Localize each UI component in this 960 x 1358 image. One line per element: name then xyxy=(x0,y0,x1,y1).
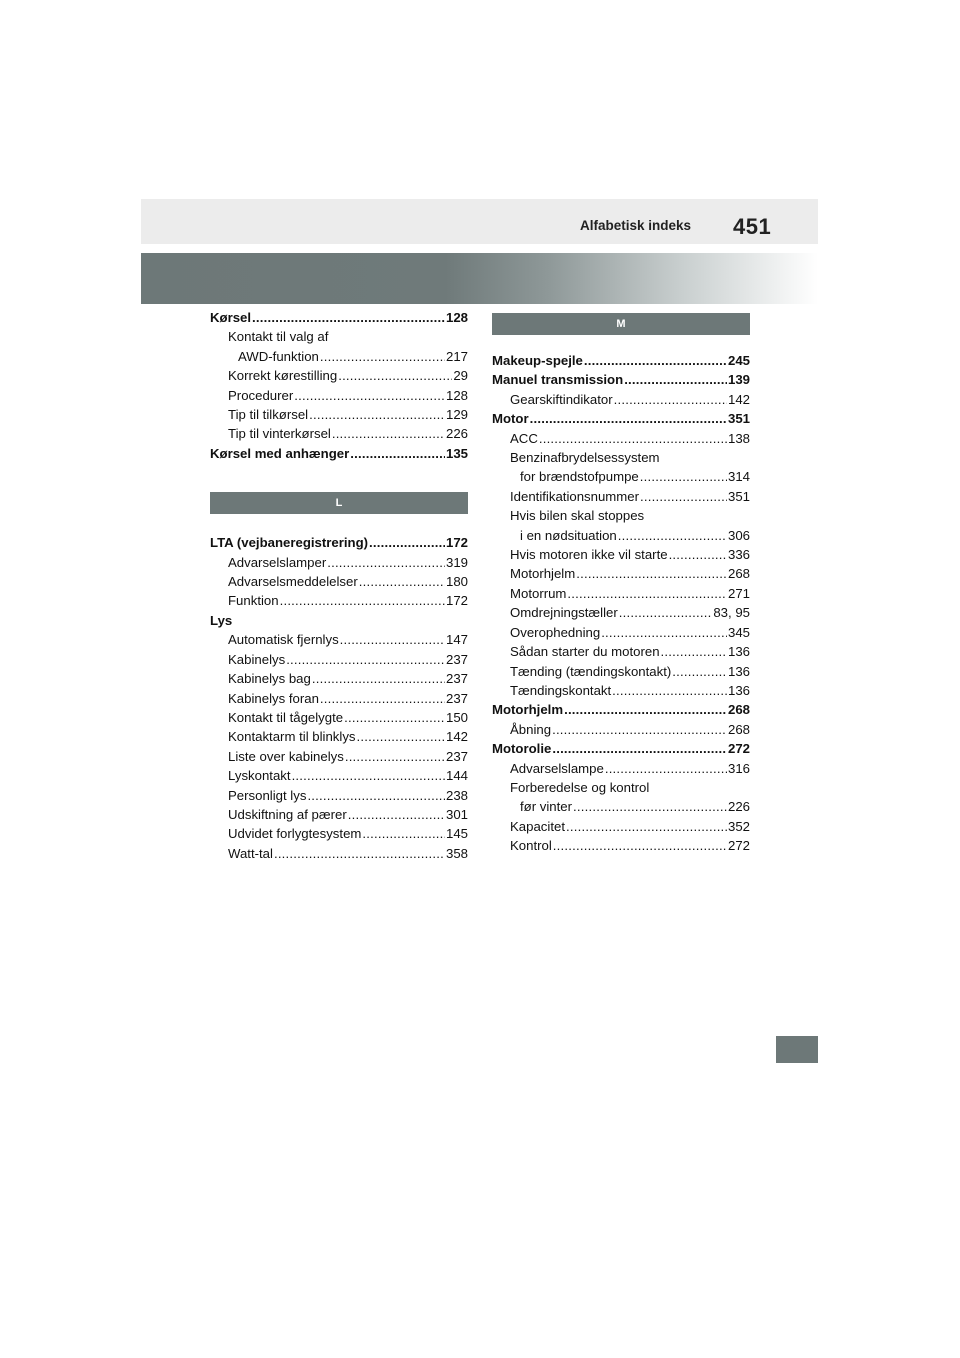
dot-leader xyxy=(612,681,727,700)
index-entry xyxy=(492,603,750,622)
index-entry-label: Advarselslampe xyxy=(510,760,604,776)
index-entry xyxy=(492,836,750,855)
index-entry xyxy=(210,708,468,727)
index-entry-label: Personligt lys xyxy=(228,787,307,803)
index-entry xyxy=(492,817,750,836)
index-entry-heading: Hvis bilen skal stoppes xyxy=(510,508,645,524)
index-entry-label: Advarselsmeddelelser xyxy=(228,574,358,590)
index-entry-label: Overophedning xyxy=(510,624,601,640)
index-entry-page: 237 xyxy=(445,651,468,667)
index-entry-heading: Kontakt til valg af xyxy=(228,329,329,345)
index-entry-page: 217 xyxy=(445,348,468,364)
index-entry-label: Motorhjelm xyxy=(510,566,576,582)
index-entry xyxy=(210,669,468,688)
dot-leader xyxy=(252,308,445,327)
index-entry-label: Kabinelys xyxy=(228,651,286,667)
side-tab-marker xyxy=(776,1036,818,1063)
dot-leader xyxy=(312,669,445,688)
index-entry-label: Makeup-spejle xyxy=(492,353,583,368)
index-entry xyxy=(210,747,468,766)
index-entry-page: 29 xyxy=(453,368,468,384)
index-entry xyxy=(492,526,750,545)
dot-leader xyxy=(292,766,445,785)
index-entry-label: Liste over kabinelys xyxy=(228,748,344,764)
index-entry-heading: Lys xyxy=(210,612,233,628)
index-entry xyxy=(210,444,468,463)
index-entry-label: før vinter xyxy=(520,799,573,815)
dot-leader xyxy=(359,572,445,591)
index-entry xyxy=(210,630,468,649)
dot-leader xyxy=(327,553,445,572)
dot-leader xyxy=(309,405,445,424)
index-group-l xyxy=(210,533,468,863)
dot-leader xyxy=(584,351,727,370)
dot-leader xyxy=(286,650,445,669)
index-entry-page: 226 xyxy=(727,799,750,815)
index-entry xyxy=(492,564,750,583)
index-entry-label: Procedurer xyxy=(228,387,294,403)
index-column-left xyxy=(210,308,468,863)
dot-leader xyxy=(573,797,727,816)
index-entry-label: Motorolie xyxy=(492,741,552,757)
dot-leader xyxy=(669,545,727,564)
index-entry xyxy=(210,424,468,443)
index-entry xyxy=(492,409,750,428)
index-entry-page: 272 xyxy=(727,741,750,757)
index-group-k xyxy=(210,308,468,463)
dot-leader xyxy=(601,623,727,642)
index-entry xyxy=(492,584,750,603)
index-entry-page: 128 xyxy=(445,387,468,403)
index-entry-page: 351 xyxy=(727,488,750,504)
dot-leader xyxy=(614,390,727,409)
index-entry xyxy=(492,720,750,739)
dot-leader xyxy=(369,533,445,552)
index-entry-label: Kørsel xyxy=(210,310,252,325)
index-entry xyxy=(210,766,468,785)
dot-leader xyxy=(619,603,713,622)
index-entry xyxy=(492,700,750,719)
dot-leader xyxy=(564,700,727,719)
index-entry xyxy=(210,727,468,746)
index-entry-label: Tip til tilkørsel xyxy=(228,407,309,423)
index-entry xyxy=(492,467,750,486)
index-entry-label: Gearskiftindikator xyxy=(510,391,613,407)
dot-leader xyxy=(274,844,445,863)
index-entry-label: LTA (vejbaneregistrering) xyxy=(210,535,369,551)
dot-leader xyxy=(344,708,445,727)
index-entry xyxy=(210,366,468,385)
index-entry-page: 237 xyxy=(445,690,468,706)
index-entry-label: Udvidet forlygtesystem xyxy=(228,826,362,842)
index-entry-label: Kabinelys foran xyxy=(228,690,319,706)
index-entry-page: 237 xyxy=(445,748,468,764)
index-entry xyxy=(492,642,750,661)
letter-heading-m: M xyxy=(492,313,750,335)
index-entry-page: 136 xyxy=(727,682,750,698)
dot-leader xyxy=(348,805,445,824)
index-entry-page: 238 xyxy=(445,787,468,803)
header-band xyxy=(141,199,818,244)
dot-leader xyxy=(552,720,727,739)
index-entry xyxy=(210,308,468,327)
index-entry-label: Udskiftning af pærer xyxy=(228,806,347,822)
index-entry-page: 172 xyxy=(445,593,468,609)
dot-leader xyxy=(567,584,727,603)
index-entry xyxy=(210,786,468,805)
index-entry-label: Kontrol xyxy=(510,838,552,854)
index-entry-page: 128 xyxy=(445,310,468,325)
index-entry xyxy=(492,681,750,700)
page-number: 451 xyxy=(733,214,772,239)
index-entry xyxy=(210,591,468,610)
index-entry-label: Kabinelys bag xyxy=(228,671,311,687)
index-entry xyxy=(492,662,750,681)
index-entry-page: 271 xyxy=(727,585,750,601)
dot-leader xyxy=(640,487,727,506)
index-entry-label: Kørsel med anhænger xyxy=(210,445,350,461)
index-entry-page: 138 xyxy=(727,430,750,446)
index-entry-label: Korrekt kørestilling xyxy=(228,368,338,384)
index-entry xyxy=(210,689,468,708)
index-entry-page: 83, 95 xyxy=(713,605,750,621)
dot-leader xyxy=(350,444,445,463)
index-entry-label: Funktion xyxy=(228,593,279,609)
index-entry-label: Tændingskontakt xyxy=(510,682,612,698)
index-entry xyxy=(492,390,750,409)
index-entry xyxy=(210,805,468,824)
index-entry-page: 352 xyxy=(727,818,750,834)
index-entry-page: 268 xyxy=(727,566,750,582)
index-entry-label: Motorrum xyxy=(510,585,567,601)
dot-leader xyxy=(552,739,727,758)
index-entry-page: 272 xyxy=(727,838,750,854)
index-entry xyxy=(492,545,750,564)
dot-leader xyxy=(640,467,727,486)
index-entry xyxy=(210,824,468,843)
index-entry-label: ACC xyxy=(510,430,538,446)
index-entry-label: Automatisk fjernlys xyxy=(228,632,339,648)
index-entry-heading: Benzinafbrydelsessystem xyxy=(510,450,660,466)
index-entry-page: 351 xyxy=(727,411,750,427)
index-entry-label: Kontaktarm til blinklys xyxy=(228,729,356,745)
index-entry-page: 147 xyxy=(445,632,468,648)
index-entry-page: 268 xyxy=(727,702,750,718)
index-entry-page: 358 xyxy=(445,845,468,861)
index-entry-label: Tænding (tændingskontakt) xyxy=(510,663,672,679)
dot-leader xyxy=(362,824,445,843)
index-column-right xyxy=(492,308,750,856)
index-entry-page: 144 xyxy=(445,768,468,784)
index-entry xyxy=(210,553,468,572)
index-entry xyxy=(492,739,750,758)
dot-leader xyxy=(340,630,445,649)
index-entry-page: 129 xyxy=(445,407,468,423)
dot-leader xyxy=(605,759,727,778)
index-entry-label: Identifikationsnummer xyxy=(510,488,640,504)
dot-leader xyxy=(338,366,452,385)
dot-leader xyxy=(566,817,727,836)
index-entry xyxy=(492,370,750,389)
gradient-band xyxy=(141,253,818,304)
index-entry-page: 150 xyxy=(445,709,468,725)
index-entry-page: 145 xyxy=(445,826,468,842)
dot-leader xyxy=(672,662,727,681)
index-entry-label: Watt-tal xyxy=(228,845,273,861)
index-entry-label: for brændstofpumpe xyxy=(520,469,639,485)
index-entry-page: 226 xyxy=(445,426,468,442)
index-entry-label: Sådan starter du motoren xyxy=(510,644,660,660)
dot-leader xyxy=(624,370,727,389)
index-entry-page: 136 xyxy=(727,663,750,679)
dot-leader xyxy=(530,409,727,428)
index-entry-page: 268 xyxy=(727,721,750,737)
dot-leader xyxy=(661,642,727,661)
dot-leader xyxy=(553,836,727,855)
dot-leader xyxy=(294,386,445,405)
index-entry-page: 180 xyxy=(445,574,468,590)
index-entry-page: 319 xyxy=(445,554,468,570)
index-entry xyxy=(210,650,468,669)
section-title: Alfabetisk indeks xyxy=(580,218,692,233)
index-entry-label: Motor xyxy=(492,411,529,427)
index-entry-page: 136 xyxy=(727,644,750,660)
index-entry-label: Motorhjelm xyxy=(492,702,564,718)
index-entry-label: Kapacitet xyxy=(510,818,565,834)
dot-leader xyxy=(320,689,445,708)
index-entry xyxy=(210,572,468,591)
index-entry-page: 245 xyxy=(727,353,750,368)
index-entry-label: Lyskontakt xyxy=(228,768,291,784)
index-entry-label: Tip til vinterkørsel xyxy=(228,426,331,442)
index-entry xyxy=(492,429,750,448)
index-entry xyxy=(210,533,468,552)
index-entry-page: 301 xyxy=(445,806,468,822)
index-entry-page: 142 xyxy=(445,729,468,745)
index-entry-page: 314 xyxy=(727,469,750,485)
index-entry-page: 336 xyxy=(727,547,750,563)
dot-leader xyxy=(576,564,727,583)
index-entry xyxy=(210,386,468,405)
index-entry-page: 135 xyxy=(445,445,468,461)
index-entry-label: Hvis motoren ikke vil starte xyxy=(510,547,668,563)
index-entry xyxy=(492,351,750,370)
index-entry xyxy=(210,844,468,863)
index-entry-page: 172 xyxy=(445,535,468,551)
index-entry xyxy=(492,623,750,642)
index-entry-label: Omdrejningstæller xyxy=(510,605,618,621)
index-entry-label: AWD-funktion xyxy=(238,348,319,364)
index-entry-label: Åbning xyxy=(510,721,552,737)
index-entry-page: 139 xyxy=(727,372,750,388)
index-entry-heading: Forberedelse og kontrol xyxy=(510,779,650,795)
index-entry xyxy=(492,759,750,778)
index-entry-label: i en nødsituation xyxy=(520,527,617,543)
dot-leader xyxy=(357,727,445,746)
index-entry-page: 306 xyxy=(727,527,750,543)
index-group-m xyxy=(492,351,750,856)
dot-leader xyxy=(345,747,445,766)
dot-leader xyxy=(332,424,445,443)
dot-leader xyxy=(539,429,727,448)
index-entry-label: Kontakt til tågelygte xyxy=(228,709,344,725)
dot-leader xyxy=(280,591,445,610)
index-entry xyxy=(210,347,468,366)
index-entry-label: Advarselslamper xyxy=(228,554,327,570)
index-entry xyxy=(210,405,468,424)
index-entry xyxy=(492,797,750,816)
dot-leader xyxy=(307,786,445,805)
index-entry-page: 316 xyxy=(727,760,750,776)
letter-heading-l: L xyxy=(210,492,468,514)
index-entry-page: 237 xyxy=(445,671,468,687)
dot-leader xyxy=(320,347,445,366)
dot-leader xyxy=(618,526,727,545)
index-entry xyxy=(492,487,750,506)
index-entry-page: 345 xyxy=(727,624,750,640)
index-entry-page: 142 xyxy=(727,391,750,407)
index-entry-label: Manuel transmission xyxy=(492,372,624,388)
